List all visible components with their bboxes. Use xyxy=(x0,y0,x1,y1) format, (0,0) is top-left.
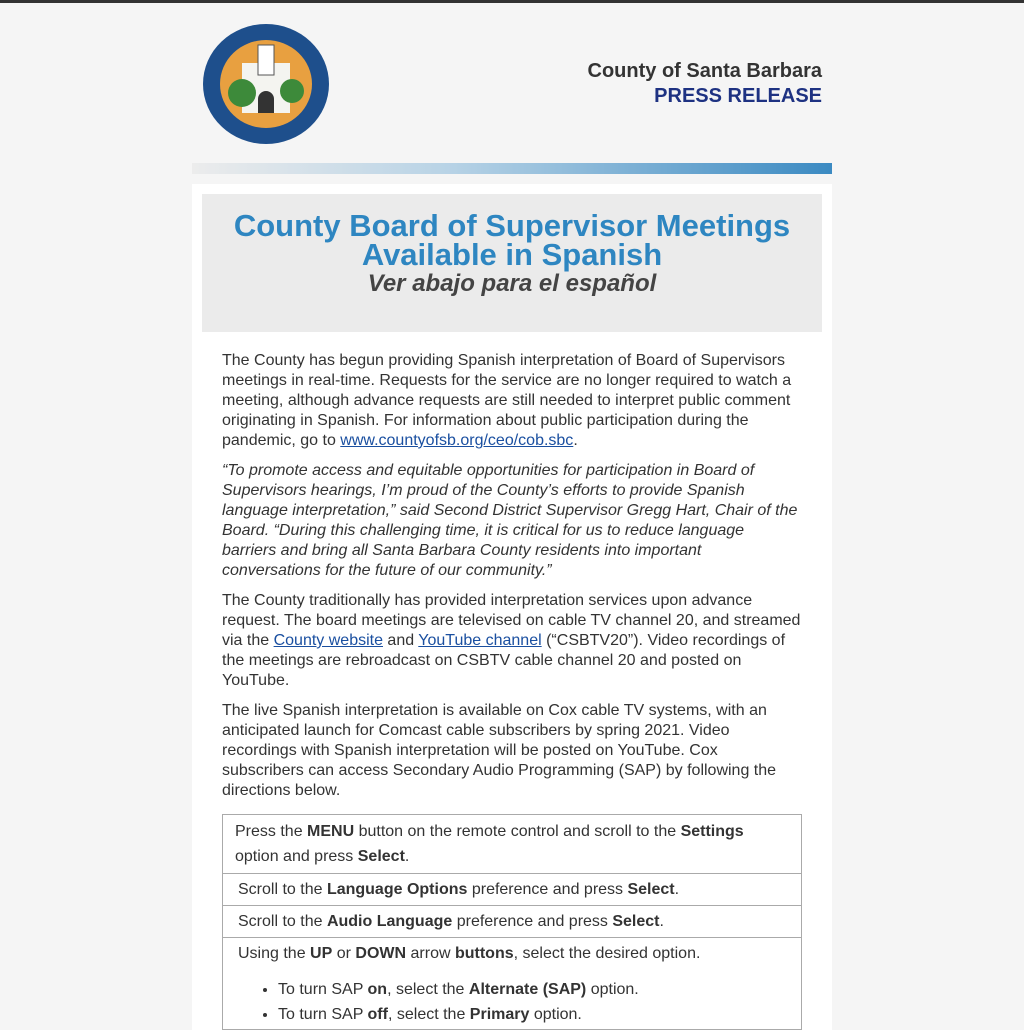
headline-line1: County Board of Supervisor Meetings xyxy=(233,208,791,243)
headline-line2: Available in Spanish xyxy=(361,237,663,272)
county-website-link[interactable]: County website xyxy=(273,632,383,649)
org-name: County of Santa Barbara xyxy=(587,60,822,82)
text: The County traditionally has provided interpretation services upon advance request. The board meetings are televised on cable TV channel 20, and streamed via the xyxy=(222,592,801,649)
bold-text: Primary xyxy=(469,1006,530,1023)
text: arrow xyxy=(406,945,455,962)
text: and xyxy=(382,632,419,649)
bold-text: Settings xyxy=(680,823,744,840)
bold-text: Audio Language xyxy=(326,913,453,930)
paragraph-4: The live Spanish interpretation is available on Cox cable TV systems, with an anticipated launch for Comcast cable subscribers by spring 2021. Video recordings with Spanish interpretation will be posted on YouTube. Cox subscribers can access Secondary Audio Programming (SAP) by following the directions below. xyxy=(222,702,777,799)
step-3 xyxy=(223,906,802,938)
bold-text: MENU xyxy=(307,823,355,840)
text: Scroll to the xyxy=(238,913,327,930)
step-4 xyxy=(223,938,802,1030)
bold-text: buttons xyxy=(454,945,514,962)
text: (“CSBTV20”). Video recordings of the meetings are rebroadcast on CSBTV cable channel 20 and posted on YouTube. xyxy=(222,632,786,689)
article-body xyxy=(202,332,822,1030)
step-1 xyxy=(223,815,802,874)
text: Scroll to the xyxy=(238,881,327,898)
text: , select the xyxy=(387,981,469,998)
content-card xyxy=(192,184,832,1030)
bold-text: Select xyxy=(612,913,660,930)
text: preference and press xyxy=(467,881,628,898)
header xyxy=(192,3,832,160)
text: preference and press xyxy=(452,913,613,930)
text: option and press xyxy=(235,848,358,865)
text: The County has begun providing Spanish interpretation of Board of Supervisors meetings in real-time. Requests for the service are no longer required to watch a meeting, although advance requests are still needed to interpret public comment originating in Spanish. For information about public participation during the pandemic, go to xyxy=(222,352,792,449)
title-box xyxy=(202,194,822,332)
text: , select the desired option. xyxy=(513,945,701,962)
sap-options-list xyxy=(278,977,786,1027)
youtube-channel-link[interactable]: YouTube channel xyxy=(418,632,542,649)
press-release xyxy=(192,3,832,1030)
text: Using the xyxy=(238,945,311,962)
option-sap-on xyxy=(278,977,786,1002)
text: . xyxy=(674,881,680,898)
sap-instructions-table xyxy=(222,814,802,1030)
text: . xyxy=(659,913,664,930)
text: To turn SAP xyxy=(278,1006,368,1023)
bold-text: Select xyxy=(627,881,675,898)
bold-text: Language Options xyxy=(326,881,468,898)
bold-text: Alternate (SAP) xyxy=(468,981,587,998)
bold-text: off xyxy=(367,1006,388,1023)
text: option. xyxy=(529,1006,582,1023)
option-sap-off xyxy=(278,1002,786,1027)
text: option. xyxy=(586,981,639,998)
bold-text: DOWN xyxy=(355,945,407,962)
subtitle: Ver abajo para el español xyxy=(367,270,657,297)
bold-text: on xyxy=(367,981,388,998)
paragraph-1 xyxy=(222,351,802,451)
text: . xyxy=(404,848,410,865)
text: To turn SAP xyxy=(278,981,368,998)
cob-link[interactable]: www.countyofsb.org/ceo/cob.sbc xyxy=(340,432,574,449)
text: button on the remote control and scroll to the xyxy=(354,823,681,840)
press-release-label: PRESS RELEASE xyxy=(654,85,822,107)
text: or xyxy=(332,945,356,962)
bold-text: Select xyxy=(357,848,405,865)
step-2 xyxy=(223,874,802,906)
quote-paragraph: “To promote access and equitable opportunities for participation in Board of Supervisors hearings, I’m proud of the County’s efforts to provide Spanish language interpretation,” said Second District Supervisor Gregg Hart, Chair of the Board. “During this challenging time, it is critical for us to reduce language barriers and bring all Santa Barbara County residents into important conversations for the future of our community.” xyxy=(222,462,798,579)
text: , select the xyxy=(387,1006,470,1023)
paragraph-3 xyxy=(222,591,802,691)
divider-bar xyxy=(192,163,832,174)
bold-text: UP xyxy=(310,945,333,962)
county-seal-logo xyxy=(202,23,330,145)
text: . xyxy=(573,432,578,449)
text: Press the xyxy=(235,823,308,840)
step-4-text xyxy=(238,940,786,967)
